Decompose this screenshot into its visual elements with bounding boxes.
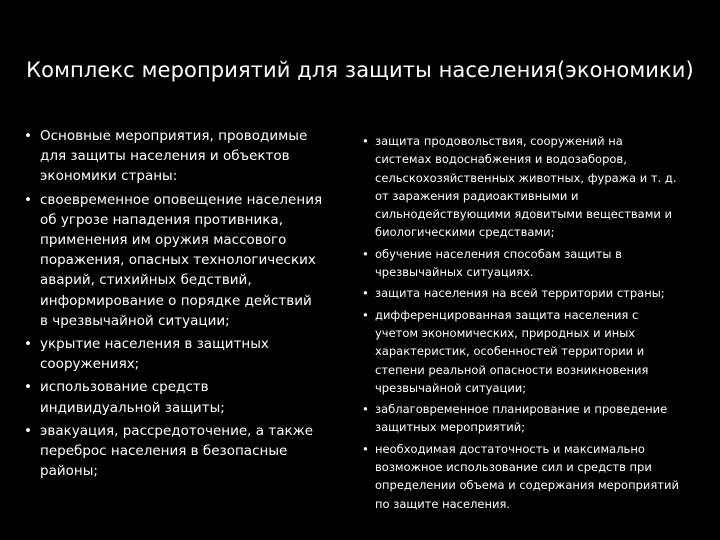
list-item-text: использование средств индивидуальной защиты;: [40, 379, 225, 416]
list-item-text: защита населения на всей территории страны;: [375, 286, 665, 301]
list-item-text: защита продовольствия, сооружений на системах водоснабжения и водозаборов, сельскохозяйственных животных, фуража и т. д. от заражения радиоактивными и сильнодействующими ядовитыми веществами и биологическими средствами;: [375, 134, 677, 240]
right-bullet-list: [362, 132, 682, 516]
list-item-text: необходимая достаточность и максимально возможное использование сил и средств при определении объема и содержания мероприятий по защите населения.: [375, 441, 679, 511]
list-item: [24, 126, 324, 187]
list-item-text: Основные мероприятия, проводимые для защиты населения и объектов экономики страны:: [40, 128, 308, 185]
bullet-icon: •: [24, 336, 32, 353]
list-item-text: укрытие населения в защитных сооружениях;: [40, 336, 269, 373]
list-item-text: дифференцированная защита населения с учетом экономических, природных и иных характеристик, особенностей территории и степени реальной опасности возникновения чрезвычайной ситуации;: [375, 307, 649, 395]
left-bullet-list: [24, 126, 324, 484]
list-item: [362, 440, 682, 513]
bullet-icon: •: [24, 191, 32, 208]
bullet-icon: •: [362, 307, 369, 322]
bullet-icon: •: [24, 379, 32, 396]
bullet-icon: •: [24, 422, 32, 439]
bullet-icon: •: [362, 286, 369, 301]
list-item-text: эвакуация, рассредоточение, а также переброс населения в безопасные районы;: [40, 422, 314, 480]
slide-title: Комплекс мероприятий для защиты населения(экономики): [26, 58, 694, 82]
list-item: [24, 377, 324, 417]
bullet-icon: •: [362, 441, 369, 456]
list-item: [362, 306, 682, 397]
bullet-icon: •: [24, 128, 32, 144]
list-item-text: обучение населения способам защиты в чрезвычайных ситуациях.: [375, 246, 622, 280]
list-item-text: заблаговременное планирование и проведение защитных мероприятий;: [375, 402, 668, 435]
list-item: [24, 421, 324, 482]
list-item: [24, 334, 324, 374]
list-item: [24, 190, 324, 331]
list-item: [362, 400, 682, 437]
list-item-text: своевременное оповещение населения об угрозе нападения противника, применения им оружия массового поражения, опасных технологических аварий, стихийных бедствий, информирование о порядке действий в чрезвычайной ситуации;: [40, 191, 323, 329]
bullet-icon: •: [362, 246, 369, 261]
list-item: [362, 132, 682, 242]
bullet-icon: •: [362, 134, 369, 148]
list-item: [362, 245, 682, 282]
bullet-icon: •: [362, 402, 369, 417]
list-item: [362, 284, 682, 302]
